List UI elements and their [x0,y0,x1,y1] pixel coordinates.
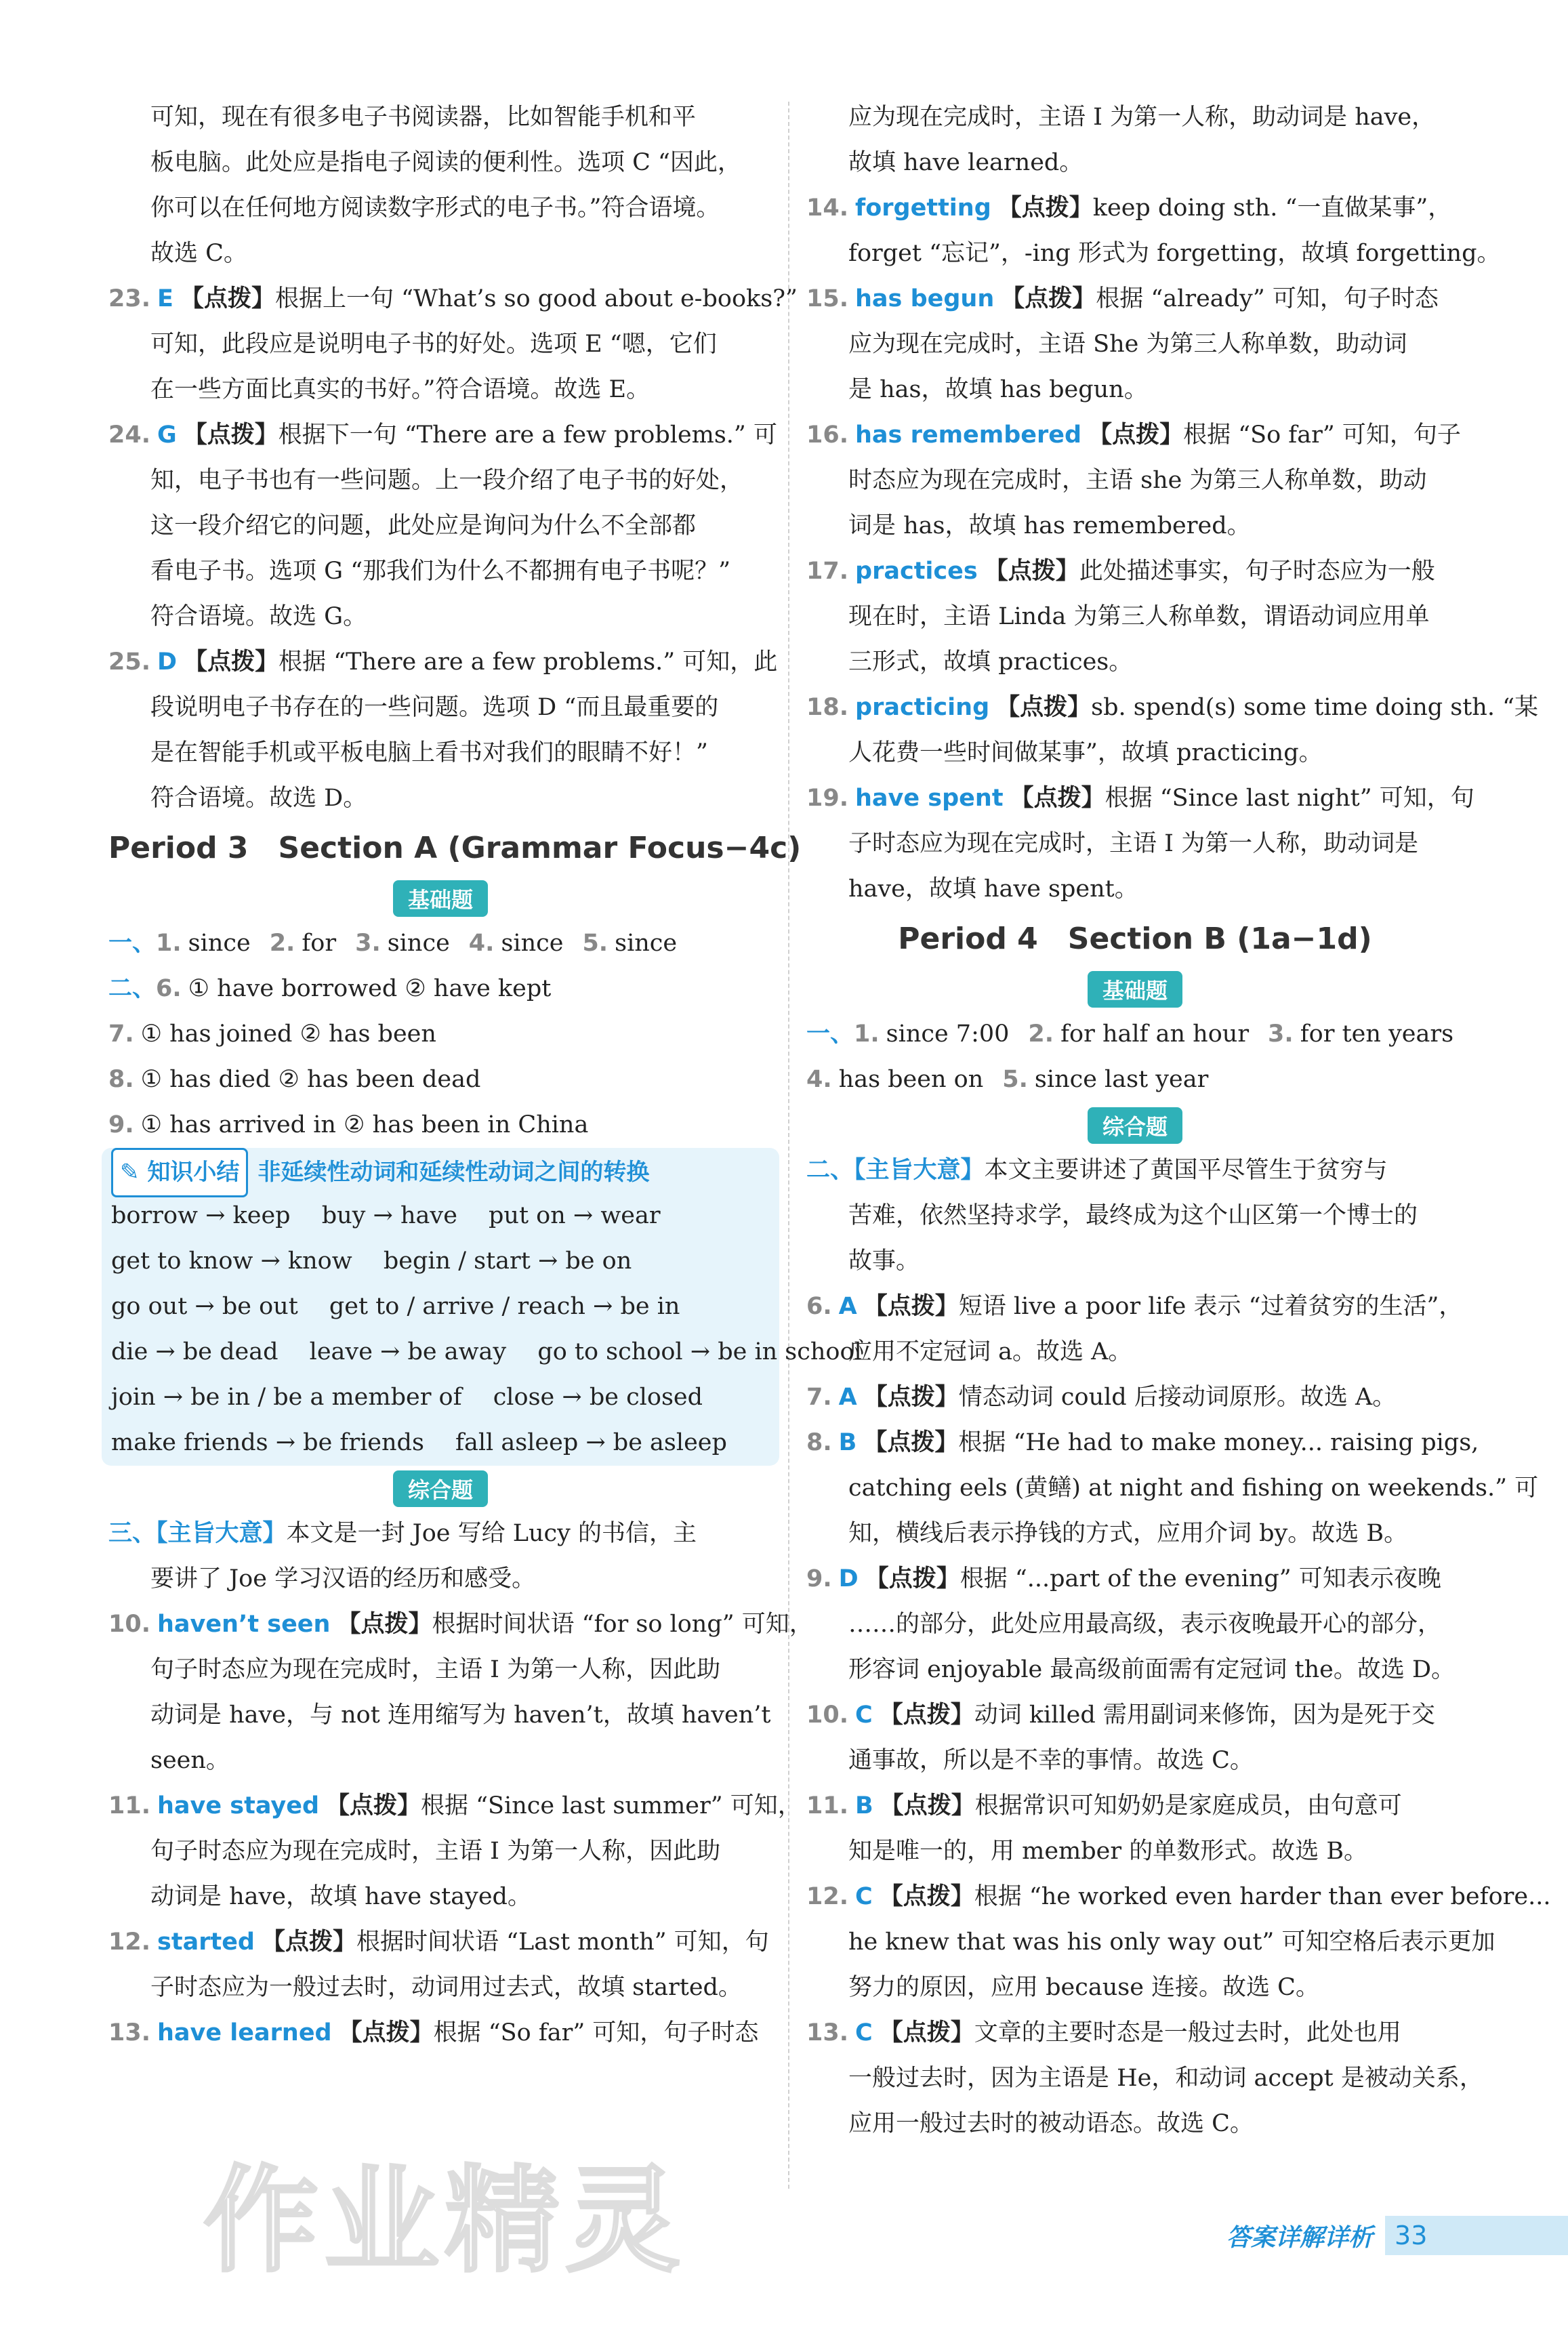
answer-line [806,1557,1464,1602]
question-number: 16. [806,421,849,449]
section-marker: 二、 [806,1157,854,1184]
question-number: 9. [806,1565,832,1592]
hint-tag: 【点拨】 [863,1384,959,1411]
answer: has begun [855,285,995,312]
comprehensive-label: 综合题 [1088,1107,1182,1144]
hint-tag: 【主旨大意】 [854,1157,985,1184]
explanation: 根据 “already” 可知，句子时态 [1096,285,1439,312]
answer-value: since [615,930,678,957]
question-number: 24. [108,421,151,449]
answer-line [806,1784,1464,1829]
hint-tag: 【点拨】 [880,1792,975,1819]
explanation: 本文主要讲述了黄国平尽管生于贫穷与 [984,1157,1388,1184]
answer-line [806,776,1474,821]
text-line: 通事故，所以是不幸的事情。故选 C。 [848,1747,1254,1774]
hint-tag: 【主旨大意】 [156,1520,287,1547]
comprehensive-label-wrap [806,1102,1464,1148]
explanation: 文章的主要时态是一般过去时，此处也用 [974,2019,1401,2046]
text-line: 是在智能手机或平板电脑上看书对我们的眼睛不好！” [150,739,708,766]
text-line: 时态应为现在完成时，主语 she 为第三人称单数，助动 [848,467,1427,494]
text-line: 在一些方面比真实的书好。”符合语境。故选 E。 [150,376,651,403]
hint-tag: 【点拨】 [1010,785,1105,812]
explanation: 根据 “...part of the evening” 可知表示夜晚 [960,1565,1441,1592]
question-number: 12. [108,1929,151,1956]
answer: practices [855,558,978,585]
text-line: 知，横线后表示挣钱的方式，应用介词 by。故选 B。 [848,1520,1408,1547]
text-line: 知是唯一的，用 member 的单数形式。故选 B。 [848,1838,1368,1865]
answer-value: for [302,930,337,957]
hint-tag: 【点拨】 [183,421,278,449]
answer-line [806,1375,1464,1420]
text-line: seen。 [150,1747,230,1774]
answer: practicing [855,694,990,721]
hint-tag: 【点拨】 [865,1565,960,1592]
question-number: 6. [156,975,182,1002]
answer: forgetting [855,194,991,222]
text-line: 这一段介绍它的问题，此处应是询问为什么不全部都 [150,512,697,539]
text-line: have，故填 have spent。 [848,875,1138,903]
text-line: 是 has，故填 has begun。 [848,376,1148,403]
text-line: 苦难，依然坚持求学，最终成为这个山区第一个博士的 [848,1202,1418,1229]
explanation: 根据上一句 “What’s so good about e-books?” [274,285,798,312]
question-number: 15. [806,285,849,312]
hint-tag: 【点拨】 [180,285,275,312]
answer: G [157,421,177,449]
answer: have stayed [157,1792,319,1819]
right-column [806,95,1551,2147]
hint-tag: 【点拨】 [863,1293,959,1320]
question-number: 25. [108,648,151,676]
knowledge-row: borrow → keep buy → have put on → wear [111,1202,661,1229]
section-marker: 一、 [806,1021,854,1048]
answer-value: for half an hour [1060,1021,1250,1048]
question-number: 14. [806,194,849,222]
pin-icon: ✎ 知识小结 [111,1148,248,1197]
answer: have learned [157,2019,332,2046]
answer: D [838,1565,859,1592]
question-number: 12. [806,1883,849,1910]
question-number: 11. [108,1792,151,1819]
text-line: 动词是 have，故填 have stayed。 [150,1883,531,1910]
text-line: 三形式，故填 practices。 [848,648,1133,676]
basic-answer-row [108,921,772,966]
basic-answer-row [108,966,772,1012]
text-line: 词是 has，故填 has remembered。 [848,512,1251,539]
text-line: 努力的原因，应用 because 连接。故选 C。 [848,1974,1319,2001]
explanation: 根据 “He had to make money... raising pigs, [958,1429,1479,1456]
question-number: 18. [806,694,849,721]
question-number: 4. [468,930,495,957]
knowledge-row: get to know → know begin / start → be on [111,1248,632,1275]
answer: A [838,1293,857,1320]
hint-tag: 【点拨】 [326,1792,421,1819]
question-number: 17. [806,558,849,585]
answer-value: has been on [838,1066,984,1093]
hint-tag: 【点拨】 [879,1883,974,1910]
explanation: 根据常识可知奶奶是家庭成员，由句意可 [974,1792,1402,1819]
section-marker: 一、 [108,930,157,957]
hint-tag: 【点拨】 [337,1611,432,1638]
hint-tag: 【点拨】 [879,1702,974,1729]
question-number: 8. [108,1066,134,1093]
answer-value: for ten years [1300,1021,1454,1048]
explanation: 此处描述事实，句子时态应为一般 [1079,558,1435,585]
answer-value: ① has died ② has been dead [140,1066,481,1093]
answer-line [108,1602,813,1647]
period-heading: Period 4 Section B (1a−1d) [898,922,1372,956]
question-number: 1. [156,930,182,957]
text-line: 应为现在完成时，主语 She 为第三人称单数，助动词 [848,331,1407,358]
comprehensive-label-wrap [108,1466,772,1511]
question-number: 13. [806,2019,849,2046]
basic-label: 基础题 [393,880,488,917]
answer-line [806,1693,1464,1738]
text-line: 应用一般过去时的被动语态。故选 C。 [848,2110,1254,2137]
basic-label-wrap [806,966,1464,1012]
answer-value: since [501,930,564,957]
hint-tag: 【点拨】 [996,694,1092,721]
answer-value: since 7:00 [886,1021,1010,1048]
answer: has remembered [855,421,1082,449]
explanation: 短语 live a poor life 表示 “过着贫穷的生活”， [958,1293,1463,1320]
knowledge-row: join → be in / be a member of close → be closed [111,1384,703,1411]
knowledge-header [111,1148,770,1193]
basic-answer-row [806,1012,1464,1057]
column-divider [788,102,789,2189]
explanation: 根据 “he worked even harder than ever before... [974,1883,1551,1910]
answer: C [855,1883,873,1910]
knowledge-row: make friends → be friends fall asleep → be asleep [111,1429,727,1456]
text-line: 句子时态应为现在完成时，主语 I 为第一人称，因此助 [150,1838,721,1865]
text-line: he knew that was his only way out” 可知空格后表示更加 [848,1929,1495,1956]
explanation: keep doing sth. “一直做某事”， [1092,194,1452,222]
text-line: catching eels (黄鳝) at night and fishing on weekends.” 可 [848,1475,1539,1502]
question-number: 13. [108,2019,151,2046]
text-line: 符合语境。故选 G。 [150,603,367,630]
answer: B [855,1792,873,1819]
answer-line [108,1784,802,1829]
text-line: 子时态应为一般过去时，动词用过去式，故填 started。 [150,1974,742,2001]
explanation: 根据 “So far” 可知，句子时态 [433,2019,759,2046]
answer: haven’t seen [157,1611,331,1638]
hint-tag: 【点拨】 [1001,285,1096,312]
answer-line [806,276,1464,322]
question-number: 7. [108,1021,134,1048]
hint-tag: 【点拨】 [338,2019,434,2046]
answer-line [806,1420,1479,1466]
text-line: 板电脑。此处应是指电子阅读的便利性。选项 C “因此， [150,149,741,176]
text-line: 形容词 enjoyable 最高级前面需有定冠词 the。故选 D。 [848,1656,1456,1683]
text-line: 可知，现在有很多电子书阅读器，比如智能手机和平 [150,104,697,131]
question-number: 19. [806,785,849,812]
text-line: 符合语境。故选 D。 [150,785,367,812]
text-line: 现在时，主语 Linda 为第三人称单数，谓语动词应用单 [848,603,1430,630]
question-number: 6. [806,1293,832,1320]
answer: have spent [855,785,1004,812]
question-number: 7. [806,1384,832,1411]
answer-value: since last year [1034,1066,1209,1093]
answer-line [806,1874,1551,1920]
answer: C [855,1702,873,1729]
explanation: 根据 “There are a few problems.” 可知，此 [278,648,778,676]
answer-line [806,413,1464,458]
text-line: 应用不定冠词 a。故选 A。 [848,1338,1132,1365]
knowledge-title: 非延续性动词和延续性动词之间的转换 [257,1159,650,1186]
explanation: 根据 “So far” 可知，句子 [1183,421,1461,449]
answer-line [108,413,777,458]
text-line: 你可以在任何地方阅读数字形式的电子书。”符合语境。 [150,194,720,222]
text-line: 应为现在完成时，主语 I 为第一人称，助动词是 have， [848,104,1436,131]
explanation: 根据下一句 “There are a few problems.” 可 [278,421,777,449]
answer-line [806,2011,1464,2056]
explanation: 情态动词 could 后接动词原形。故选 A。 [958,1384,1397,1411]
answer: E [157,285,173,312]
explanation: sb. spend(s) some time doing sth. “某 [1091,694,1538,721]
question-number: 10. [108,1611,151,1638]
text-line: 动词是 have，与 not 连用缩写为 haven’t，故填 haven’t [150,1702,771,1729]
hint-tag: 【点拨】 [863,1429,959,1456]
text-line: 看电子书。选项 G “那我们为什么不都拥有电子书呢？” [150,558,730,585]
basic-answer-row [108,1057,772,1102]
answer-line [108,1920,772,1965]
answer-value: ① has arrived in ② has been in China [140,1111,589,1138]
answer-line [806,186,1464,231]
text-line: 句子时态应为现在完成时，主语 I 为第一人称，因此助 [150,1656,721,1683]
answer-value: since [188,930,251,957]
section-marker: 三、 [108,1520,157,1547]
text-line: 可知，此段应是说明电子书的好处。选项 E “嗯，它们 [150,331,717,358]
footer-label: 答案详解详析 [1226,2223,1374,2252]
text-line: 故选 C。 [150,240,247,267]
knowledge-row: go out → be out get to / arrive / reach → be in [111,1293,680,1320]
answer-line [806,685,1538,730]
comprehensive-label: 综合题 [393,1470,488,1507]
question-number: 2. [1028,1021,1054,1048]
answer: C [855,2019,873,2046]
question-number: 3. [355,930,381,957]
question-number: 8. [806,1429,832,1456]
question-number: 2. [269,930,295,957]
answer-line [108,640,778,685]
text-line: 要讲了 Joe 学习汉语的经历和感受。 [150,1565,536,1592]
text-line: 段说明电子书存在的一些问题。选项 D “而且最重要的 [150,694,719,721]
answer-line [806,1148,1464,1193]
question-number: 9. [108,1111,134,1138]
answer-value: ① have borrowed ② have kept [188,975,552,1002]
answer: B [838,1429,857,1456]
answer: D [157,648,178,676]
explanation: 根据时间状语 “for so long” 可知， [432,1611,813,1638]
text-line: 子时态应为现在完成时，主语 I 为第一人称，助动词是 [848,830,1419,857]
question-number: 1. [854,1021,880,1048]
question-number: 23. [108,285,151,312]
hint-tag: 【点拨】 [997,194,1093,222]
text-line: 人花费一些时间做某事”，故填 practicing。 [848,739,1323,766]
hint-tag: 【点拨】 [879,2019,974,2046]
explanation: 动词 killed 需用副词来修饰，因为是死于交 [974,1702,1435,1729]
question-number: 10. [806,1702,849,1729]
basic-answer-row [108,1012,772,1057]
text-line: 故事。 [848,1248,920,1275]
text-line: 故填 have learned。 [848,149,1084,176]
explanation: 本文是一封 Joe 写给 Lucy 的书信，主 [286,1520,697,1547]
section-marker: 二、 [108,975,157,1002]
knowledge-row: die → be dead leave → be away go to school → be in school [111,1338,862,1365]
text-line: forget “忘记”，-ing 形式为 forgetting，故填 forgetting。 [848,240,1501,267]
answer-line [108,2011,772,2056]
answer-line [108,1511,772,1557]
question-number: 4. [806,1066,832,1093]
knowledge-box [102,1148,862,1466]
basic-label-wrap [108,875,772,921]
hint-tag: 【点拨】 [184,648,279,676]
answer-value: ① has joined ② has been [140,1021,436,1048]
answer: started [157,1929,255,1956]
answer: A [838,1384,857,1411]
basic-answer-row [108,1102,772,1148]
answer-value: since [387,930,450,957]
hint-tag: 【点拨】 [1088,421,1184,449]
page-footer [1226,2216,1568,2255]
explanation: 根据 “Since last night” 可知，句 [1105,785,1474,812]
watermark: 作业精灵 [203,2154,686,2288]
text-line: 一般过去时，因为主语是 He，和动词 accept 是被动关系， [848,2065,1483,2092]
answer-line [108,276,798,322]
hint-tag: 【点拨】 [261,1929,356,1956]
question-number: 3. [1268,1021,1294,1048]
page-number: 33 [1385,2216,1568,2255]
text-line: 知，电子书也有一些问题。上一段介绍了电子书的好处， [150,467,744,494]
basic-label: 基础题 [1088,971,1182,1008]
hint-tag: 【点拨】 [984,558,1079,585]
period-heading: Period 3 Section A (Grammar Focus−4c) [108,831,802,865]
explanation: 根据时间状语 “Last month” 可知，句 [356,1929,769,1956]
explanation: 根据 “Since last summer” 可知， [421,1792,802,1819]
basic-answer-row [806,1057,1464,1102]
answer-line [806,549,1464,594]
question-number: 5. [1002,1066,1028,1093]
text-line: ……的部分，此处应用最高级，表示夜晚最开心的部分， [848,1611,1442,1638]
question-number: 5. [582,930,608,957]
answer-line [806,1284,1464,1330]
question-number: 11. [806,1792,849,1819]
